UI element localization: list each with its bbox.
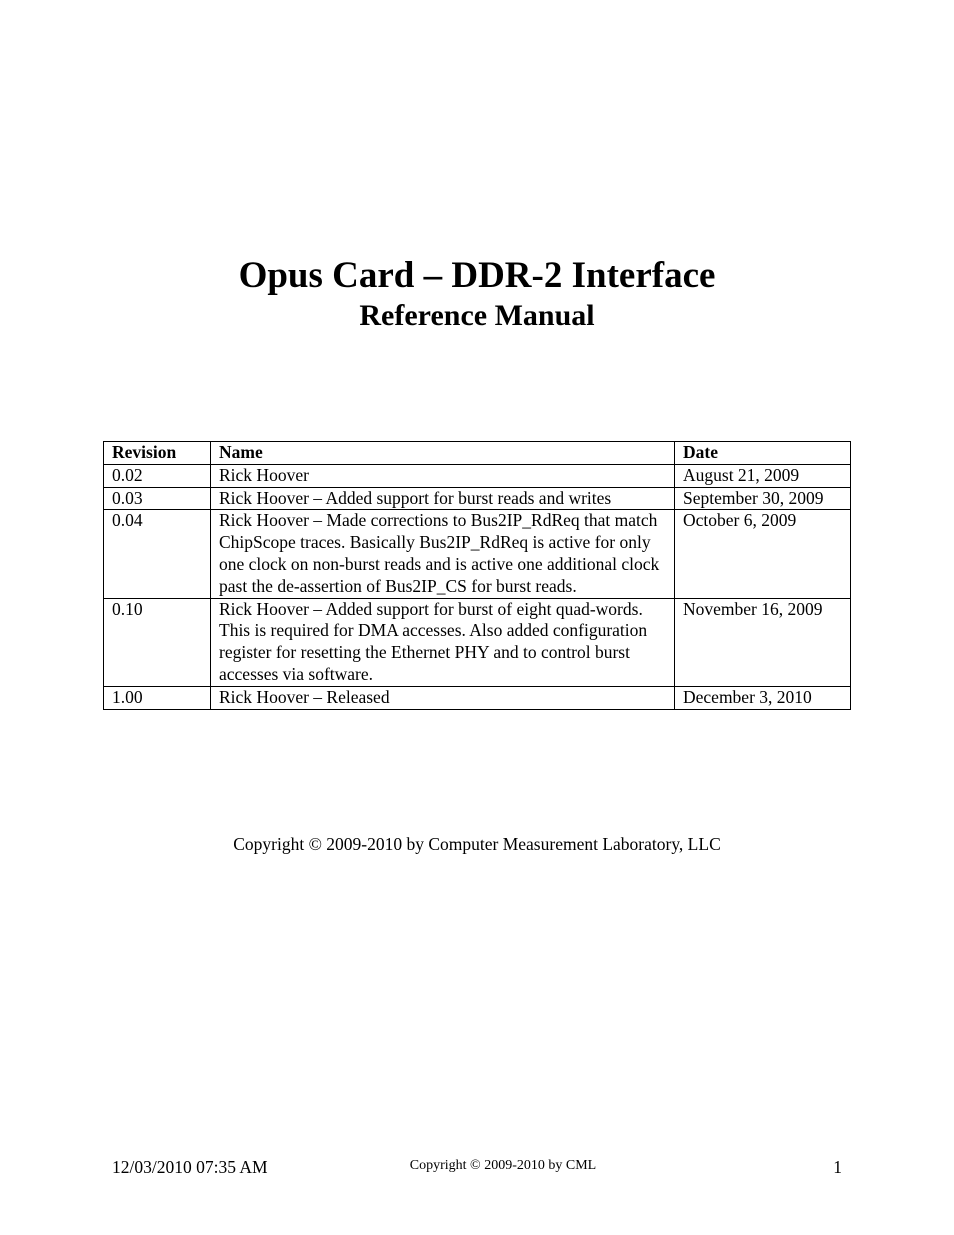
header-name: Name bbox=[211, 442, 675, 465]
page-number: 1 bbox=[833, 1157, 842, 1177]
table-row bbox=[104, 510, 851, 598]
cell-name: Rick Hoover – Added support for burst of eight quad-words. This is required for DMA accesses. Also added configuration register for resetting the Ethernet PHY and to control burst accesses via software. bbox=[211, 598, 675, 686]
footer-copyright: Copyright © 2009-2010 by CML bbox=[409, 1158, 597, 1173]
copyright-notice: Copyright © 2009-2010 by Computer Measurement Laboratory, LLC bbox=[233, 834, 721, 854]
cell-name: Rick Hoover – Released bbox=[211, 686, 675, 709]
revision-table bbox=[103, 441, 851, 710]
cell-revision: 0.10 bbox=[104, 598, 211, 686]
document-title: Opus Card – DDR-2 Interface bbox=[238, 255, 716, 296]
document-subtitle: Reference Manual bbox=[359, 299, 595, 332]
cell-revision: 0.03 bbox=[104, 487, 211, 510]
header-revision: Revision bbox=[104, 442, 211, 465]
table-row bbox=[104, 686, 851, 709]
cell-revision: 0.04 bbox=[104, 510, 211, 598]
cell-name: Rick Hoover – Made corrections to Bus2IP_RdReq that match ChipScope traces. Basically Bus2IP_RdReq is active for only one clock on non-burst reads and is active one additional clock past the de-assertion of Bus2IP_CS for burst reads. bbox=[211, 510, 675, 598]
cell-date: August 21, 2009 bbox=[675, 464, 851, 487]
cell-date: November 16, 2009 bbox=[675, 598, 851, 686]
cell-date: September 30, 2009 bbox=[675, 487, 851, 510]
cell-name: Rick Hoover – Added support for burst reads and writes bbox=[211, 487, 675, 510]
table-header-row bbox=[104, 442, 851, 465]
cell-date: December 3, 2010 bbox=[675, 686, 851, 709]
cell-revision: 0.02 bbox=[104, 464, 211, 487]
cell-revision: 1.00 bbox=[104, 686, 211, 709]
cell-name: Rick Hoover bbox=[211, 464, 675, 487]
table-row bbox=[104, 487, 851, 510]
header-date: Date bbox=[675, 442, 851, 465]
table-row bbox=[104, 464, 851, 487]
table-row bbox=[104, 598, 851, 686]
footer-date: 12/03/2010 07:35 AM bbox=[112, 1157, 268, 1177]
cell-date: October 6, 2009 bbox=[675, 510, 851, 598]
